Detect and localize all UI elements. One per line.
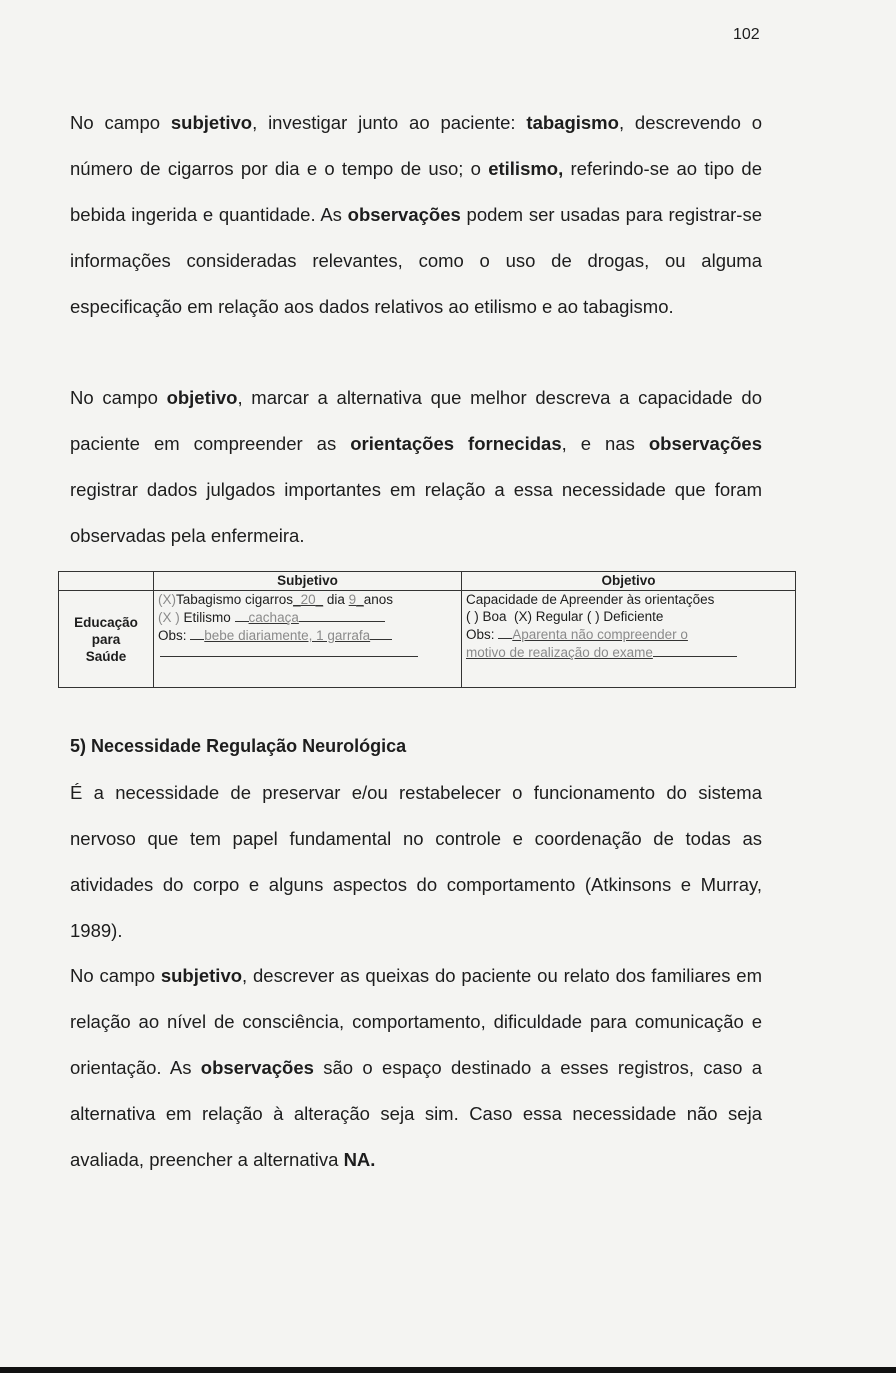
paragraph-subjetivo-instructions: No campo subjetivo, investigar junto ao paciente: tabagismo, descrevendo o número de cigarros por dia e o tempo de uso; o etilismo, referindo-se ao tipo de bebida ingerida e quantidade. As observações podem ser usadas para registrar-se informações consideradas relevantes, como o uso de drogas, ou alguma especificação em relação aos dados relativos ao etilismo e ao tabagismo. (70, 112, 762, 317)
etilismo-line: (X ) Etilismo cachaça (158, 608, 457, 626)
objetivo-options (466, 608, 791, 625)
table-header-row (59, 572, 796, 591)
subj-obs-field[interactable]: bebe diariamente, 1 garrafa (204, 628, 371, 643)
cigarros-field[interactable]: _20_ (293, 592, 324, 607)
header-subjetivo: Subjetivo (154, 572, 462, 591)
subjetivo-cell (154, 591, 462, 688)
objetivo-question: Capacidade de Apreender às orientações (466, 592, 715, 607)
etilismo-checkbox[interactable]: (X ) (158, 610, 180, 625)
obj-obs-field[interactable]: Aparenta não compreender o (512, 627, 688, 642)
obj-obs-line: Obs: Aparenta não compreender o (466, 627, 688, 642)
objetivo-cell (462, 591, 796, 688)
subj-extra-line[interactable] (160, 644, 418, 657)
education-form-table (58, 571, 796, 688)
paragraph-objetivo-instructions: No campo objetivo, marcar a alternativa que melhor descreva a capacidade do paciente em compreender as orientações fornecidas, e nas observações registrar dados julgados importantes em relação a essa necessidade que foram observadas pela enfermeira. (70, 387, 762, 546)
etilismo-field[interactable]: cachaça (248, 610, 299, 625)
header-objetivo: Objetivo (462, 572, 796, 591)
option-boa[interactable]: ( ) Boa (466, 609, 507, 624)
obj-obs-line-2 (466, 643, 791, 661)
option-regular[interactable]: (X) Regular (514, 609, 584, 624)
scan-edge-bar (0, 1367, 896, 1373)
tabagismo-line: (X)Tabagismo cigarros_20_ dia 9_anos (158, 592, 393, 607)
row-label-educacao-para-saude: Educação para Saúde (59, 591, 154, 688)
paragraph-neuro-definition: É a necessidade de preservar e/ou restabelecer o funcionamento do sistema nervoso que tem papel fundamental no controle e coordenação de todas as atividades do corpo e alguns aspectos do comportamento (Atkinsons e Murray, 1989). (70, 782, 762, 941)
page-number: 102 (733, 26, 760, 43)
paragraph-neuro-instructions: No campo subjetivo, descrever as queixas do paciente ou relato dos familiares em relação ao nível de consciência, comportamento, dificuldade para comunicação e orientação. As observações são o espaço destinado a esses registros, caso a alternativa em relação à alteração seja sim. Caso essa necessidade não seja avaliada, preencher a alternativa NA. (70, 965, 762, 1170)
option-deficiente[interactable]: ( ) Deficiente (586, 609, 664, 624)
obj-obs-field-2[interactable]: motivo de realização do exame (466, 645, 653, 660)
table-row (59, 591, 796, 688)
subj-obs-line: Obs: bebe diariamente, 1 garrafa (158, 626, 457, 644)
section-heading: 5) Necessidade Regulação Neurológica (70, 736, 407, 756)
tabagismo-checkbox[interactable]: (X) (158, 592, 176, 607)
table-corner-cell (59, 572, 154, 591)
anos-field[interactable]: 9_ (348, 592, 364, 607)
